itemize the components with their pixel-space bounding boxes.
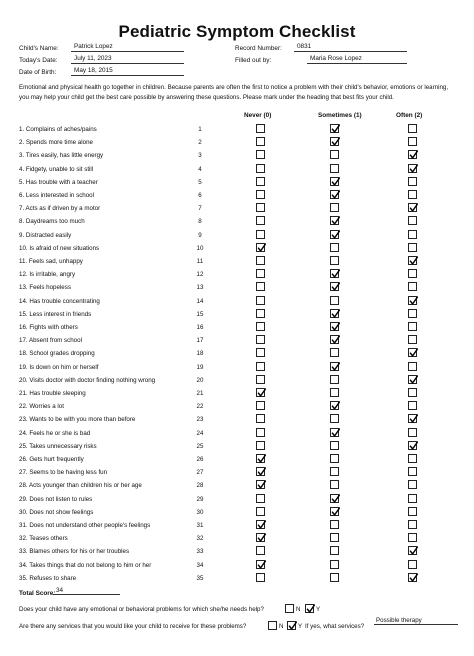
checklist-row	[19, 137, 459, 149]
sometimes-checkbox[interactable]	[330, 494, 339, 503]
often-checkbox[interactable]	[408, 124, 417, 133]
often-checkbox[interactable]	[408, 164, 417, 173]
sometimes-checkbox[interactable]	[330, 362, 339, 371]
question-number: 18	[196, 350, 204, 358]
question-text: 33. Blames others for his or her troubles	[19, 548, 130, 556]
question-text: 3. Tires easily, has little energy	[19, 152, 104, 160]
sometimes-checkbox[interactable]	[330, 520, 339, 529]
often-checkbox[interactable]	[408, 414, 417, 423]
question-text: 27. Seems to be having less fun	[19, 469, 108, 477]
sometimes-checkbox[interactable]	[330, 480, 339, 489]
sometimes-checkbox[interactable]	[330, 414, 339, 423]
date-input[interactable]: July 11, 2023	[71, 55, 184, 64]
question-number: 8	[198, 218, 202, 226]
never-checkbox[interactable]	[256, 150, 265, 159]
sometimes-checkbox[interactable]	[330, 533, 339, 542]
sometimes-checkbox[interactable]	[330, 467, 339, 476]
often-checkbox[interactable]	[408, 375, 417, 384]
question-number: 26	[196, 456, 204, 463]
often-checkbox[interactable]	[408, 309, 417, 318]
sometimes-checkbox[interactable]	[330, 164, 339, 173]
often-checkbox[interactable]	[408, 150, 417, 159]
question-number: 27	[196, 469, 204, 477]
never-checkbox[interactable]	[256, 230, 265, 239]
never-checkbox[interactable]	[256, 375, 265, 384]
question-text: 2. Spends more time alone	[19, 139, 93, 147]
sometimes-checkbox[interactable]	[330, 441, 339, 450]
sometimes-checkbox[interactable]	[330, 507, 339, 516]
question-number: 3	[198, 152, 202, 160]
never-checkbox[interactable]	[256, 560, 265, 569]
sometimes-checkbox[interactable]	[330, 335, 339, 344]
question-number: 4	[198, 165, 202, 173]
often-checkbox[interactable]	[408, 507, 417, 516]
checklist-row	[19, 428, 459, 440]
question-number: 2	[198, 139, 202, 147]
never-checkbox[interactable]	[256, 164, 265, 173]
help-question: Does your child have any emotional or behavioral problems for which she/he needs help?	[19, 606, 264, 613]
question-text: 8. Daydreams too much	[19, 218, 85, 226]
question-text: 25. Takes unnecessary risks	[19, 442, 97, 450]
question-number: 32	[196, 535, 204, 543]
checklist-row	[19, 480, 459, 492]
never-checkbox[interactable]	[256, 348, 265, 357]
often-checkbox[interactable]	[408, 573, 417, 582]
never-checkbox[interactable]	[256, 243, 265, 252]
services-which-label: If yes, what services?	[305, 623, 365, 630]
col-sometimes: Sometimes (1)	[318, 112, 362, 119]
often-checkbox[interactable]	[408, 428, 417, 437]
never-checkbox[interactable]	[256, 533, 265, 542]
question-number: 11	[196, 258, 204, 265]
sometimes-checkbox[interactable]	[330, 216, 339, 225]
never-checkbox[interactable]	[256, 282, 265, 291]
checklist-row	[19, 494, 459, 506]
never-checkbox[interactable]	[256, 269, 265, 278]
question-number: 31	[196, 522, 204, 529]
often-checkbox[interactable]	[408, 335, 417, 344]
question-number: 33	[196, 548, 204, 556]
checklist-row	[19, 348, 459, 360]
question-text: 30. Does not show feelings	[19, 508, 94, 516]
checklist-row	[19, 269, 459, 281]
question-number: 7	[198, 205, 202, 213]
checklist-row	[19, 375, 459, 387]
checklist-row	[19, 243, 459, 255]
question-number: 21	[196, 390, 204, 397]
checklist-row	[19, 520, 459, 532]
checklist-row	[19, 441, 459, 453]
never-checkbox[interactable]	[256, 467, 265, 476]
never-checkbox[interactable]	[256, 414, 265, 423]
sometimes-checkbox[interactable]	[330, 243, 339, 252]
never-checkbox[interactable]	[256, 203, 265, 212]
question-number: 14	[196, 297, 204, 305]
question-number: 28	[196, 482, 204, 490]
checklist-row	[19, 230, 459, 242]
never-checkbox[interactable]	[256, 401, 265, 410]
sometimes-checkbox[interactable]	[330, 322, 339, 331]
question-number: 20	[196, 376, 204, 384]
never-checkbox[interactable]	[256, 137, 265, 146]
question-text: 7. Acts as if driven by a motor	[19, 205, 101, 213]
checklist-row	[19, 216, 459, 228]
often-checkbox[interactable]	[408, 494, 417, 503]
often-checkbox[interactable]	[408, 177, 417, 186]
never-checkbox[interactable]	[256, 454, 265, 463]
often-checkbox[interactable]	[408, 362, 417, 371]
question-number: 24	[196, 429, 204, 437]
often-checkbox[interactable]	[408, 520, 417, 529]
question-text: 24. Feels he or she is bad	[19, 429, 91, 437]
services-yes-checkbox[interactable]	[287, 621, 296, 630]
question-text: 5. Has trouble with a teacher	[19, 178, 98, 186]
question-number: 1	[198, 126, 202, 133]
sometimes-checkbox[interactable]	[330, 428, 339, 437]
question-text: 9. Distracted easily	[19, 231, 72, 239]
question-text: 17. Absent from school	[19, 337, 82, 345]
record-input[interactable]: 0831	[294, 43, 407, 52]
never-checkbox[interactable]	[256, 124, 265, 133]
checklist-row	[19, 507, 459, 519]
total-score	[19, 587, 64, 597]
often-checkbox[interactable]	[408, 230, 417, 239]
question-text: 15. Less interest in friends	[19, 310, 92, 318]
checklist-row	[19, 335, 459, 347]
question-text: 22. Worries a lot	[19, 403, 64, 411]
never-checkbox[interactable]	[256, 428, 265, 437]
never-checkbox[interactable]	[256, 190, 265, 199]
child-name-label: Child's Name:	[19, 45, 59, 52]
question-number: 10	[196, 244, 204, 252]
record-label: Record Number:	[235, 45, 282, 52]
often-checkbox[interactable]	[408, 401, 417, 410]
often-checkbox[interactable]	[408, 467, 417, 476]
total-label: Total Score:	[19, 590, 56, 597]
sometimes-checkbox[interactable]	[330, 296, 339, 305]
question-text: 1. Complains of aches/pains	[19, 126, 97, 133]
often-checkbox[interactable]	[408, 296, 417, 305]
question-number: 13	[196, 284, 204, 292]
question-number: 29	[196, 495, 204, 503]
often-checkbox[interactable]	[408, 243, 417, 252]
sometimes-checkbox[interactable]	[330, 150, 339, 159]
question-text: 10. Is afraid of new situations	[19, 244, 100, 252]
question-number: 12	[196, 271, 204, 279]
often-checkbox[interactable]	[408, 546, 417, 555]
checklist-row	[19, 296, 459, 308]
sometimes-checkbox[interactable]	[330, 137, 339, 146]
checklist-row	[19, 467, 459, 479]
sometimes-checkbox[interactable]	[330, 282, 339, 291]
services-yes-label: Y	[298, 623, 303, 630]
question-number: 34	[196, 561, 204, 569]
sometimes-checkbox[interactable]	[330, 388, 339, 397]
question-text: 29. Does not listen to rules	[19, 495, 93, 503]
question-number: 30	[196, 508, 204, 516]
checklist-row	[19, 150, 459, 162]
checklist-row	[19, 256, 459, 268]
help-no-checkbox[interactable]	[285, 604, 294, 613]
checklist-row	[19, 533, 459, 545]
col-often: Often (2)	[396, 112, 423, 119]
question-text: 31. Does not understand other people's feelings	[19, 522, 151, 529]
sometimes-checkbox[interactable]	[330, 177, 339, 186]
sometimes-checkbox[interactable]	[330, 375, 339, 384]
question-number: 6	[198, 192, 202, 199]
never-checkbox[interactable]	[256, 256, 265, 265]
question-text: 28. Acts younger than children his or her age	[19, 482, 142, 490]
question-text: 32. Teases others	[19, 535, 68, 543]
sometimes-checkbox[interactable]	[330, 401, 339, 410]
question-number: 17	[196, 337, 204, 345]
services-no-checkbox[interactable]	[268, 621, 277, 630]
sometimes-checkbox[interactable]	[330, 124, 339, 133]
checklist-row	[19, 560, 459, 572]
never-checkbox[interactable]	[256, 494, 265, 503]
often-checkbox[interactable]	[408, 348, 417, 357]
sometimes-checkbox[interactable]	[330, 546, 339, 555]
sometimes-checkbox[interactable]	[330, 573, 339, 582]
checklist-row	[19, 573, 459, 585]
dob-input[interactable]: May 18, 2015	[71, 67, 184, 76]
checklist-row	[19, 546, 459, 558]
question-text: 13. Feels hopeless	[19, 284, 71, 292]
question-text: 14. Has trouble concentrating	[19, 297, 100, 305]
question-text: 35. Refuses to share	[19, 574, 77, 582]
checklist-row	[19, 401, 459, 413]
question-text: 26. Gets hurt frequently	[19, 456, 84, 463]
often-checkbox[interactable]	[408, 322, 417, 331]
question-text: 11. Feels sad, unhappy	[19, 258, 83, 265]
never-checkbox[interactable]	[256, 520, 265, 529]
often-checkbox[interactable]	[408, 454, 417, 463]
sometimes-checkbox[interactable]	[330, 454, 339, 463]
question-number: 5	[198, 178, 202, 186]
sometimes-checkbox[interactable]	[330, 309, 339, 318]
child-name-input[interactable]: Patrick Lopez	[71, 43, 184, 52]
never-checkbox[interactable]	[256, 216, 265, 225]
often-checkbox[interactable]	[408, 190, 417, 199]
dob-label: Date of Birth:	[19, 69, 57, 76]
services-question: Are there any services that you would like your child to receive for these problems?	[19, 623, 247, 630]
question-number: 19	[196, 363, 204, 371]
never-checkbox[interactable]	[256, 441, 265, 450]
question-number: 35	[196, 574, 204, 582]
checklist-row	[19, 454, 459, 466]
often-checkbox[interactable]	[408, 137, 417, 146]
never-checkbox[interactable]	[256, 177, 265, 186]
checklist-row	[19, 309, 459, 321]
checklist-row	[19, 164, 459, 176]
services-input[interactable]: Possible therapy	[374, 617, 458, 625]
help-no-label: N	[296, 606, 301, 613]
question-number: 25	[196, 442, 204, 450]
filled-label: Filled out by:	[235, 57, 272, 64]
question-text: 4. Fidgety, unable to sit still	[19, 165, 94, 173]
never-checkbox[interactable]	[256, 546, 265, 555]
question-text: 19. Is down on him or herself	[19, 363, 99, 371]
date-label: Today's Date:	[19, 57, 58, 64]
sometimes-checkbox[interactable]	[330, 269, 339, 278]
question-number: 16	[196, 324, 204, 331]
never-checkbox[interactable]	[256, 388, 265, 397]
question-text: 18. School grades dropping	[19, 350, 95, 358]
often-checkbox[interactable]	[408, 216, 417, 225]
often-checkbox[interactable]	[408, 388, 417, 397]
checklist-row	[19, 282, 459, 294]
often-checkbox[interactable]	[408, 533, 417, 542]
filled-input[interactable]: Maria Rose Lopez	[307, 55, 407, 64]
never-checkbox[interactable]	[256, 296, 265, 305]
never-checkbox[interactable]	[256, 507, 265, 516]
intro-text: Emotional and physical health go together in children. Because parents are often the first to notice a problem with their child's behavior, emotions or learning, you may help your child get the best care possible by answering these questions. Please mark under the heading that best fits your child.	[19, 84, 449, 101]
sometimes-checkbox[interactable]	[330, 348, 339, 357]
page-title: Pediatric Symptom Checklist	[118, 22, 356, 41]
checklist-row	[19, 190, 459, 202]
col-never: Never (0)	[244, 112, 272, 119]
checklist-row	[19, 362, 459, 374]
question-number: 15	[196, 310, 204, 318]
checklist-row	[19, 177, 459, 189]
question-text: 34. Takes things that do not belong to him or her	[19, 561, 152, 569]
often-checkbox[interactable]	[408, 256, 417, 265]
question-text: 20. Visits doctor with doctor finding nothing wrong	[19, 376, 156, 384]
help-yes-label: Y	[316, 606, 321, 613]
checklist-row	[19, 124, 459, 136]
sometimes-checkbox[interactable]	[330, 256, 339, 265]
sometimes-checkbox[interactable]	[330, 203, 339, 212]
never-checkbox[interactable]	[256, 322, 265, 331]
checklist-row	[19, 414, 459, 426]
question-number: 9	[198, 231, 202, 239]
question-text: 21. Has trouble sleeping	[19, 390, 86, 397]
never-checkbox[interactable]	[256, 480, 265, 489]
services-no-label: N	[279, 623, 284, 630]
question-number: 22	[196, 403, 204, 411]
total-value[interactable]: 34	[53, 587, 120, 595]
often-checkbox[interactable]	[408, 203, 417, 212]
question-text: 23. Wants to be with you more than before	[19, 416, 136, 424]
never-checkbox[interactable]	[256, 573, 265, 582]
never-checkbox[interactable]	[256, 335, 265, 344]
often-checkbox[interactable]	[408, 480, 417, 489]
never-checkbox[interactable]	[256, 309, 265, 318]
often-checkbox[interactable]	[408, 560, 417, 569]
question-text: 12. Is irritable, angry	[19, 271, 76, 279]
checklist-row	[19, 203, 459, 215]
often-checkbox[interactable]	[408, 282, 417, 291]
question-text: 16. Fights with others	[19, 324, 78, 331]
question-number: 23	[196, 416, 204, 424]
help-yes-checkbox[interactable]	[305, 604, 314, 613]
often-checkbox[interactable]	[408, 269, 417, 278]
question-text: 6. Less interested in school	[19, 192, 94, 199]
checklist-row	[19, 388, 459, 400]
never-checkbox[interactable]	[256, 362, 265, 371]
sometimes-checkbox[interactable]	[330, 560, 339, 569]
often-checkbox[interactable]	[408, 441, 417, 450]
checklist-row	[19, 322, 459, 334]
sometimes-checkbox[interactable]	[330, 230, 339, 239]
sometimes-checkbox[interactable]	[330, 190, 339, 199]
